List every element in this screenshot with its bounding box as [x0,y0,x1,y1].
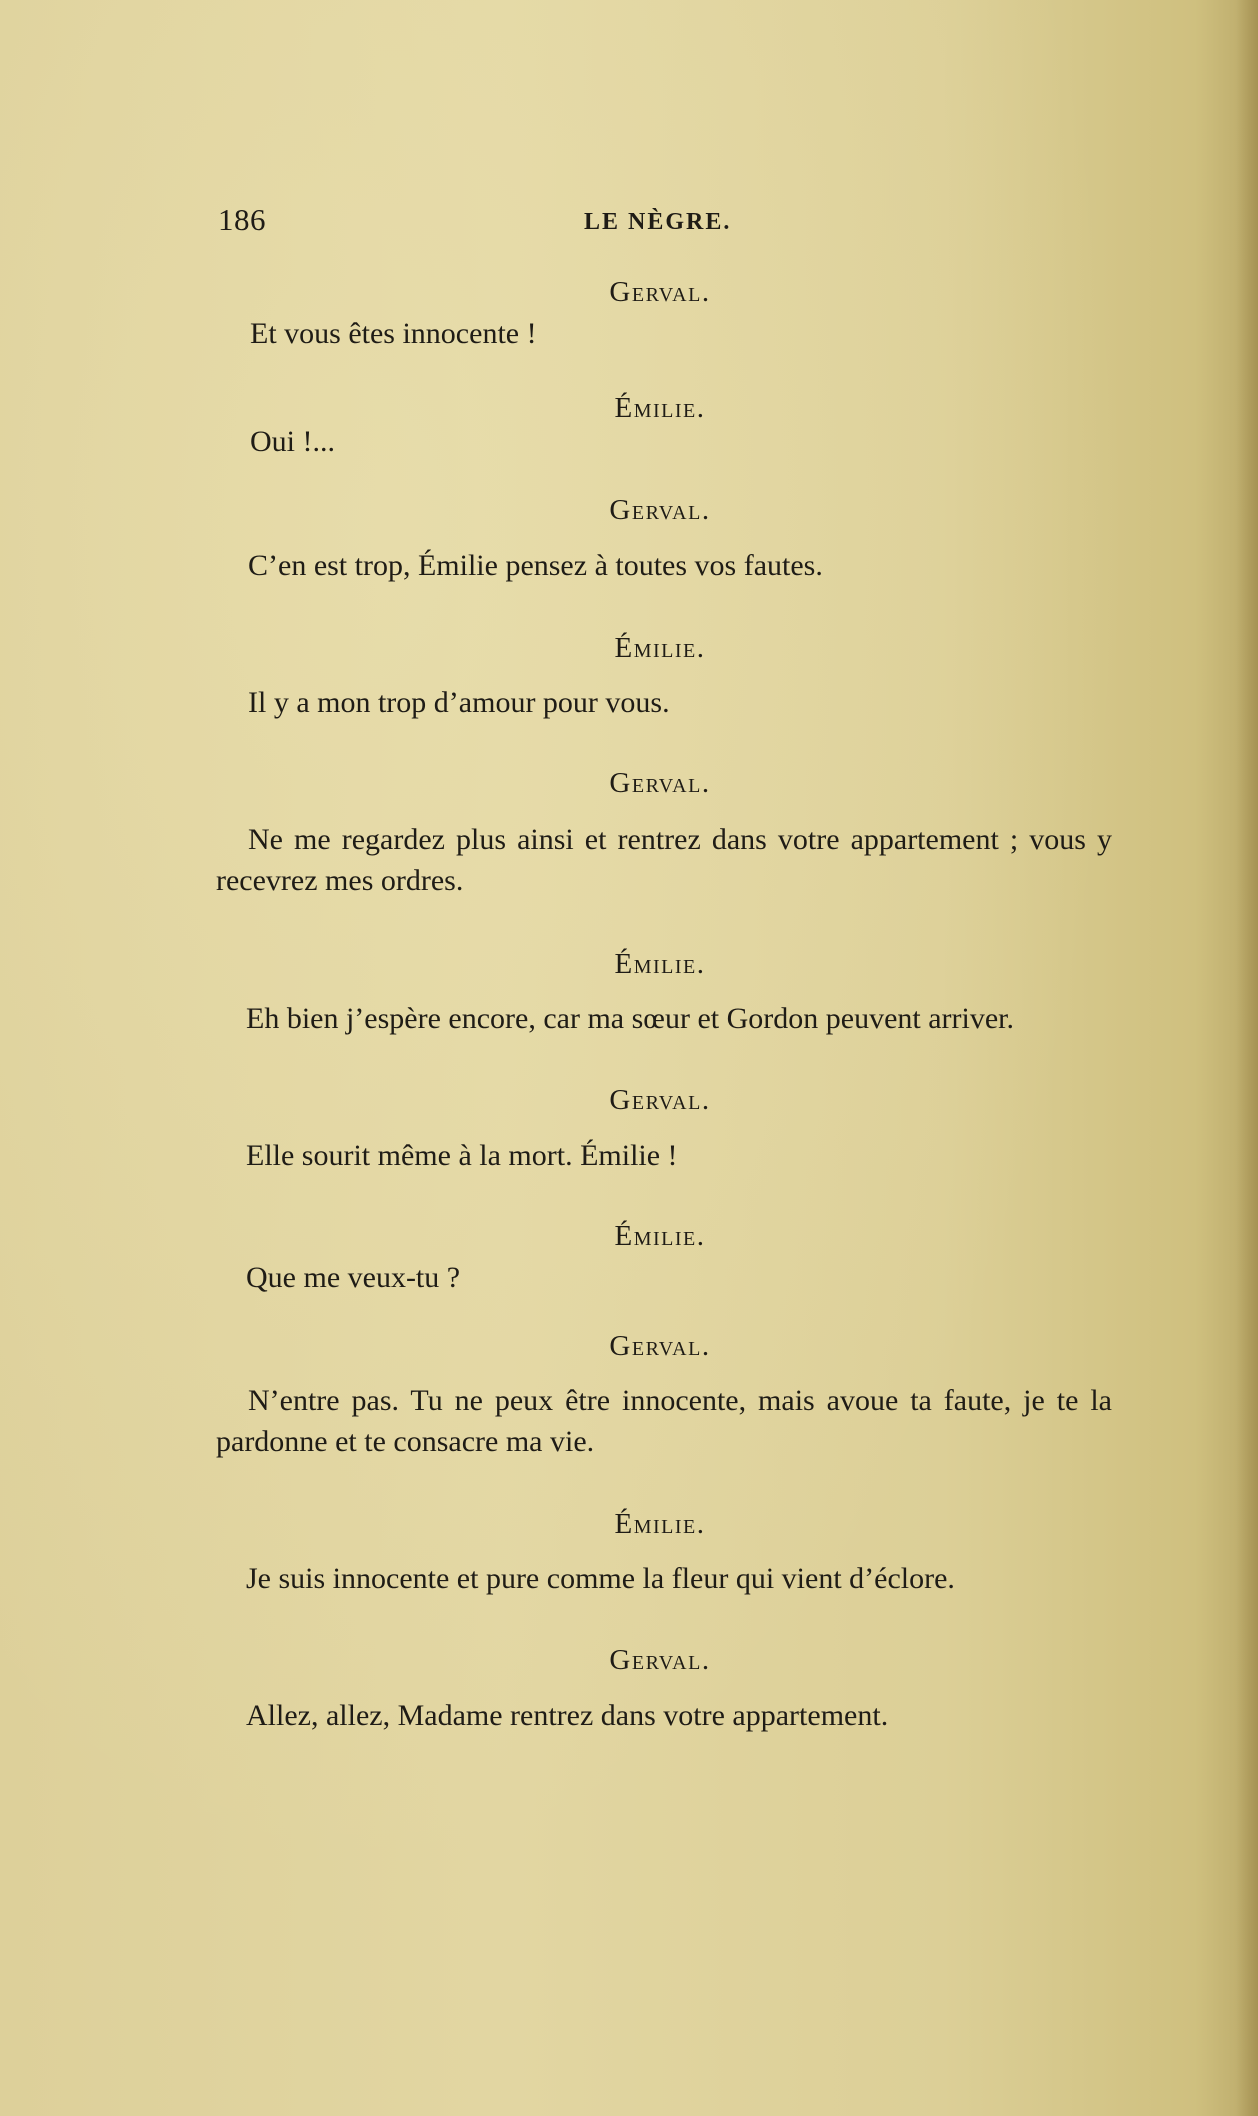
speaker-label: Émilie. [614,392,706,424]
speaker-label: Gerval. [609,1084,711,1116]
speaker-label: Émilie. [614,1508,706,1540]
dialogue-line: C’en est trop, Émilie pensez à toutes vos fautes. [248,549,823,582]
speaker-label: Gerval. [609,1644,711,1676]
speaker-label: Gerval. [609,276,711,308]
dialogue-paragraph: N’entre pas. Tu ne peux être innocente, mais avoue ta faute, je te la pardonne et te consacre ma vie. [216,1384,1112,1458]
dialogue-line: Que me veux-tu ? [246,1261,461,1294]
dialogue-line: Elle sourit même à la mort. Émilie ! [246,1139,678,1172]
dialogue-line: Et vous êtes innocente ! [250,317,537,350]
dialogue-paragraph: Ne me regardez plus ainsi et rentrez dans votre appartement ; vous y recevrez mes ordres. [216,823,1112,897]
dialogue-line: Eh bien j’espère encore, car ma sœur et Gordon peuvent arriver. [246,1002,1015,1035]
speaker-label: Gerval. [609,767,711,799]
speaker-label: Émilie. [614,1220,706,1252]
speaker-label: Gerval. [609,1330,711,1362]
dialogue-line: Allez, allez, Madame rentrez dans votre appartement. [246,1699,889,1732]
running-title: LE NÈGRE. [584,209,732,235]
dialogue-line: Je suis innocente et pure comme la fleur qui vient d’éclore. [246,1562,955,1595]
dialogue-line: Oui !... [250,425,335,458]
page-edge-shadow [1236,0,1258,2116]
page-header [0,200,1258,240]
dialogue-line: Il y a mon trop d’amour pour vous. [248,686,670,719]
page-number: 186 [218,202,266,237]
speaker-label: Gerval. [609,494,711,526]
speaker-label: Émilie. [614,948,706,980]
speaker-label: Émilie. [614,632,706,664]
